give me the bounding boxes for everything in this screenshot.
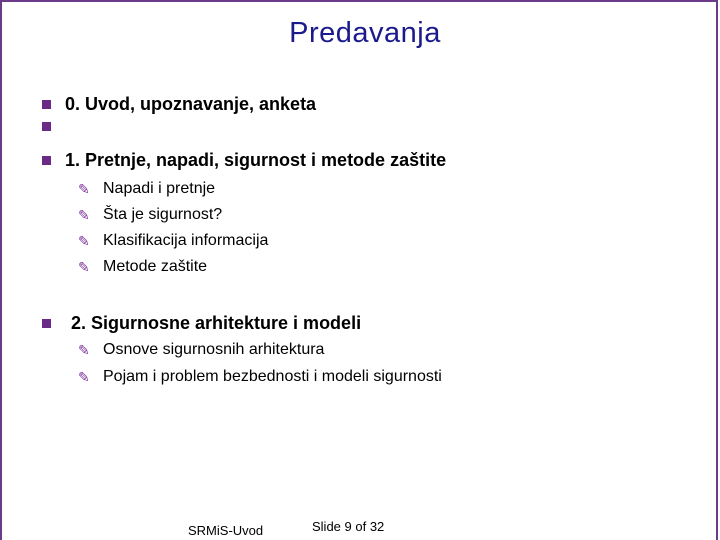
sub-item	[78, 258, 207, 276]
pen-bullet-icon: ✎	[78, 369, 90, 385]
sub-item	[78, 232, 268, 250]
bullet-item-3	[42, 313, 361, 334]
pen-bullet-icon: ✎	[78, 181, 90, 197]
sub-item	[78, 341, 324, 359]
pen-bullet-icon: ✎	[78, 259, 90, 275]
square-bullet-icon	[42, 100, 51, 109]
square-bullet-icon	[42, 156, 51, 165]
sub-item	[78, 180, 215, 198]
sub-item	[78, 206, 222, 224]
sub-item-text: Metode zaštite	[103, 258, 208, 275]
bullet-text: 2. Sigurnosne arhitekture i modeli	[71, 313, 362, 333]
footer-slide-number: Slide 9 of 32	[312, 519, 385, 534]
bullet-item-0	[42, 94, 316, 115]
pen-bullet-icon: ✎	[78, 342, 90, 358]
bullet-text: 1. Pretnje, napadi, sigurnost i metode zaštite	[65, 150, 447, 170]
bullet-text: 0. Uvod, upoznavanje, anketa	[65, 94, 317, 114]
bullet-item-1	[42, 122, 65, 131]
sub-item-text: Šta je sigurnost?	[103, 206, 223, 223]
bullet-item-2	[42, 150, 446, 171]
slide-title: Predavanja	[289, 17, 441, 49]
sub-item-text: Napadi i pretnje	[103, 180, 216, 197]
square-bullet-icon	[42, 319, 51, 328]
pen-bullet-icon: ✎	[78, 207, 90, 223]
sub-item	[78, 368, 442, 386]
square-bullet-icon	[42, 122, 51, 131]
sub-item-text: Osnove sigurnosnih arhitektura	[103, 341, 325, 358]
pen-bullet-icon: ✎	[78, 233, 90, 249]
footer-course-label: SRMiS-Uvod	[188, 523, 264, 538]
sub-item-text: Klasifikacija informacija	[103, 232, 269, 249]
sub-item-text: Pojam i problem bezbednosti i modeli sigurnosti	[103, 368, 442, 385]
